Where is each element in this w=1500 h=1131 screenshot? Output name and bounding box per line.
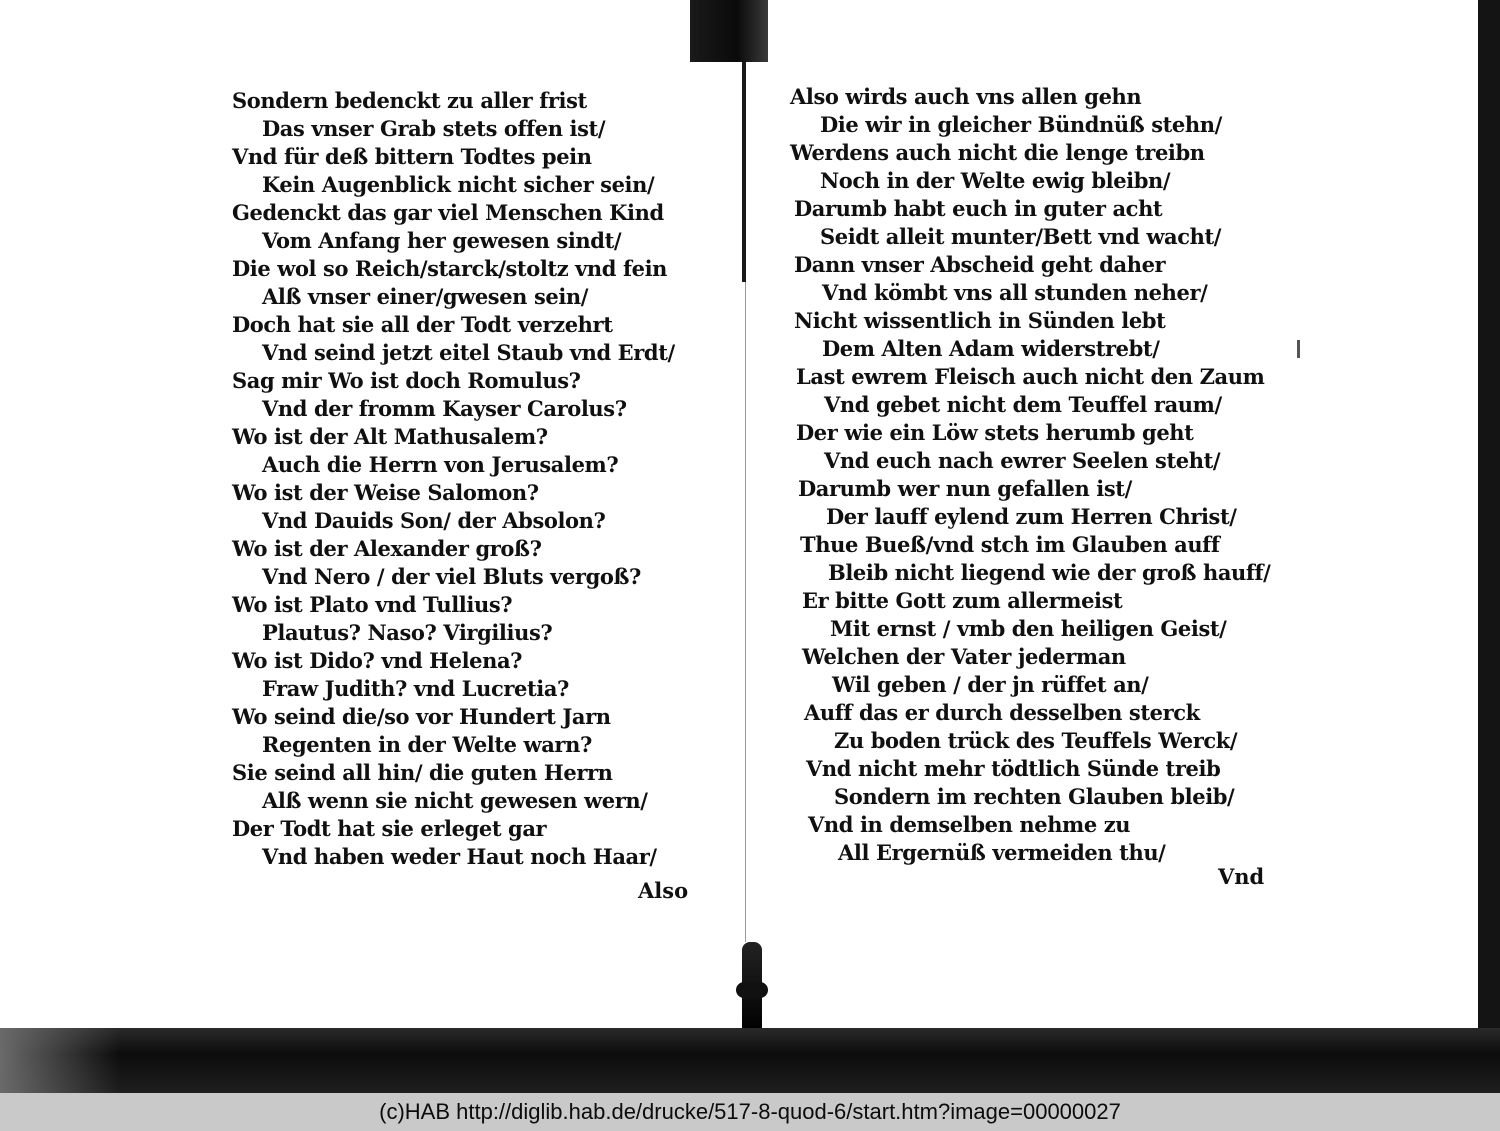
verse-line: Vnd der fromm Kayser Carolus? [262, 396, 627, 421]
verse-line: Vnd Nero / der viel Bluts vergoß? [262, 564, 641, 589]
verse-line: Vnd haben weder Haut noch Haar/ [262, 844, 657, 869]
scan-right-border [1478, 0, 1500, 1093]
verse-line: Auch die Herrn von Jerusalem? [262, 452, 619, 477]
verse-line: Darumb habt euch in guter acht [794, 196, 1163, 221]
stray-ink-mark [1297, 340, 1300, 358]
verse-line: Vnd für deß bittern Todtes pein [232, 144, 592, 169]
verse-line: Sie seind all hin/ die guten Herrn [232, 760, 613, 785]
scan-bottom-shadow [0, 1028, 1500, 1093]
verse-line: Auff das er durch desselben sterck [804, 700, 1200, 725]
verse-line: Bleib nicht liegend wie der groß hauff/ [828, 560, 1271, 585]
verse-line: Vnd nicht mehr tödtlich Sünde treib [806, 756, 1221, 781]
verse-line: Wo ist Plato vnd Tullius? [232, 592, 513, 617]
verse-line: Werdens auch nicht die lenge treibn [790, 140, 1205, 165]
verse-line: Wil geben / der jn rüffet an/ [832, 672, 1149, 697]
verse-line: Vnd gebet nicht dem Teuffel raum/ [824, 392, 1222, 417]
verse-line: Sag mir Wo ist doch Romulus? [232, 368, 581, 393]
verse-line: Alß wenn sie nicht gewesen wern/ [262, 788, 648, 813]
verse-line: Darumb wer nun gefallen ist/ [798, 476, 1132, 501]
verse-line: Dann vnser Abscheid geht daher [794, 252, 1166, 277]
verse-line: Nicht wissentlich in Sünden lebt [794, 308, 1166, 333]
verse-line: Vnd seind jetzt eitel Staub vnd Erdt/ [262, 340, 675, 365]
verse-line: Also wirds auch vns allen gehn [790, 84, 1142, 109]
verse-line: Vom Anfang her gewesen sindt/ [262, 228, 622, 253]
copyright-footer [0, 1093, 1500, 1131]
verse-line: Sondern im rechten Glauben bleib/ [834, 784, 1235, 809]
catchword: Vnd [1218, 864, 1265, 889]
verse-line: Die wol so Reich/starck/stoltz vnd fein [232, 256, 668, 281]
verse-line: Vnd kömbt vns all stunden neher/ [822, 280, 1208, 305]
spine-shadow-top [690, 0, 768, 62]
verse-line: Thue Bueß/vnd stch im Glauben auff [800, 532, 1220, 557]
verse-line: Plautus? Naso? Virgilius? [262, 620, 553, 645]
spine-shadow-bottom [742, 942, 762, 1034]
verse-line: Vnd euch nach ewrer Seelen steht/ [824, 448, 1221, 473]
verse-line: All Ergernüß vermeiden thu/ [838, 840, 1166, 865]
verse-line: Der wie ein Löw stets herumb geht [796, 420, 1194, 445]
verse-line: Wo seind die/so vor Hundert Jarn [232, 704, 611, 729]
gutter-faint-line [745, 282, 746, 942]
catchword: Also [638, 878, 689, 903]
verse-line: Noch in der Welte ewig bleibn/ [820, 168, 1171, 193]
verse-line: Der Todt hat sie erleget gar [232, 816, 547, 841]
verse-line: Kein Augenblick nicht sicher sein/ [262, 172, 655, 197]
verse-line: Last ewrem Fleisch auch nicht den Zaum [796, 364, 1265, 389]
verse-line: Sondern bedenckt zu aller frist [232, 88, 587, 113]
verse-line: Dem Alten Adam widerstrebt/ [822, 336, 1160, 361]
verse-line: Wo ist der Alexander groß? [232, 536, 542, 561]
verse-line: Wo ist Dido? vnd Helena? [232, 648, 523, 673]
verse-line: Der lauff eylend zum Herren Christ/ [826, 504, 1237, 529]
verse-line: Gedenckt das gar viel Menschen Kind [232, 200, 664, 225]
gutter-line [742, 62, 746, 282]
verse-line: Die wir in gleicher Bündnüß stehn/ [820, 112, 1222, 137]
verse-line: Seidt alleit munter/Bett vnd wacht/ [820, 224, 1222, 249]
verse-line: Wo ist der Weise Salomon? [232, 480, 539, 505]
verse-line: Vnd in demselben nehme zu [808, 812, 1131, 837]
verse-line: Mit ernst / vmb den heiligen Geist/ [830, 616, 1227, 641]
verse-line: Das vnser Grab stets offen ist/ [262, 116, 606, 141]
verse-line: Wo ist der Alt Mathusalem? [232, 424, 548, 449]
verse-line: Alß vnser einer/gwesen sein/ [262, 284, 589, 309]
verse-line: Er bitte Gott zum allermeist [802, 588, 1123, 613]
verse-line: Vnd Dauids Son/ der Absolon? [262, 508, 606, 533]
verse-line: Welchen der Vater jederman [802, 644, 1126, 669]
copyright-text: (c)HAB http://diglib.hab.de/drucke/517-8-quod-6/start.htm?image=00000027 [379, 1099, 1121, 1124]
verse-line: Zu boden trück des Teuffels Werck/ [834, 728, 1238, 753]
verse-line: Doch hat sie all der Todt verzehrt [232, 312, 613, 337]
verse-line: Fraw Judith? vnd Lucretia? [262, 676, 569, 701]
verse-line: Regenten in der Welte warn? [262, 732, 592, 757]
